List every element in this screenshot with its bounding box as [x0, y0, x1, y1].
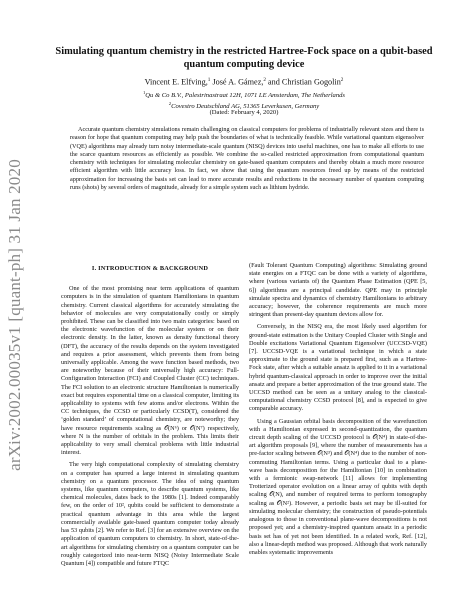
date-line: (Dated: February 4, 2020): [209, 109, 279, 116]
affiliation-mark: 1: [142, 90, 146, 95]
paper-title: Simulating quantum chemistry in the restricted Hartree-Fock space on a qubit-based quantum computing device: [55, 46, 433, 70]
body-paragraph: Conversely, in the NISQ era, the most likely used algorithm for ground-state estimation is the Unitary Coupled Cluster with Single and Double excitations Variational Quantum Eigensolver (UCCSD-VQE) [7]. UCCSD-VQE is a variational technique in which a state approximate to the ground state is prepared first, such as a Hartree-Fock state, after which a suitable ansatz is applied to it in a variational hybrid quantum-classical approach in order to improve over the initial ansatz and prepare a better approximation of the true ground state. The UCCSD method can be seen as a unitary analog to the classical-computational chemistry CCSD protocol [8], and is expected to give comparable accuracy.: [249, 323, 427, 413]
author-name: José A. Gámez,: [210, 77, 264, 87]
abstract: Accurate quantum chemistry simulations remain challenging on classical computers for problems of industrially relevant sizes and there is reason for hope that quantum computing may help push the boundaries of what is technically feasible. While variational quantum eigensolver (VQE) algorithms may already turn noisy intermediate-scale quantum (NISQ) devices into useful machines, one has to make all efforts to use the scarce quantum resources as efficiently as possible. We combine the so-called restricted approximation from computational quantum chemistry with techniques for simulating molecular chemistry on gate-based quantum computers and thereby obtain a much more resource efficient algorithm with little accuracy loss. In fact, we show that using the quantum resources freed up by means of the restricted approximation for increasing the basis set can lead to more accurate results and reductions in the necessary number of quantum computing runs (shots) by several orders of magnitude, already for a simple system such as lithium hydride.: [70, 126, 424, 191]
author-name: and Christian Gogolin: [265, 77, 341, 87]
left-column: [61, 265, 239, 572]
author-affiliation-mark: 2: [340, 77, 344, 83]
author-name: Vincent E. Elfving,: [144, 77, 208, 87]
body-paragraph: Using a Gaussian orbital basis decomposition of the wavefunction with a Hamiltonian expressed in second-quantization, the quantum circuit depth scaling of the UCCSD protocol is 𝒪(N⁴) in state-of-the-art algorithm proposals [9], where the number of measurements has a pre-factor scaling between 𝒪(N³) and 𝒪(N⁴) due to the number of non-commuting Hamiltonian terms. Using a particular dual to a plane-wave basis decomposition for the Hamiltonian [10] in combination with a fermionic swap-network [11] allows for implementing Trotterized operator evolution on a linear array of qubits with depth scaling 𝒪(N), and number of required terms to perform tomography scaling as 𝒪(N²). However, a periodic basis set may be ill-suited for simulating molecular chemistry; the construction of pseudo-potentials analogous to those in conventional plane-wave decompositions is not proposed yet; and a chemistry-inspired quantum ansatz in a periodic basis set has of yet not been identified. In a related work, Ref. [12], also a linear-depth method was proposed. Although that work naturally enables systematic improvements: [249, 417, 427, 556]
author-list: [52, 77, 436, 87]
body-paragraph: (Fault Tolerant Quantum Computing) algorithms: Simulating ground state energies on a FTQC can be done with a variety of algorithms, where (various variants of) the Quantum Phase Estimation (QPE [5, 6]) algorithms are a principal candidate. QPE may in principle simulate spectra and dynamics of chemistry Hamiltonians to arbitrary accuracy; however, the coherence requirements are much more stringent than present-day quantum devices allow for.: [249, 262, 427, 319]
arxiv-identifier-text: arXiv:2002.00035v1 [quant-ph] 31 Jan 2020: [5, 159, 25, 471]
author-affiliation-mark: 1: [207, 77, 211, 83]
section-heading: I. INTRODUCTION & BACKGROUND: [91, 265, 209, 272]
affiliation-line: [52, 89, 436, 100]
affiliation-mark: 2: [168, 101, 172, 107]
affiliation-text: Qu & Co B.V., Palestrinastraat 12H, 1071 LE Amsterdam, The Netherlands: [145, 92, 345, 100]
body-paragraph: The very high computational complexity of simulating chemistry on a computer has spurred a large interest in simulating quantum chemistry on a quantum processor. The idea of using quantum systems, like quantum computers, to describe quantum systems, like chemical molecules, dates back to the 1980s [1]. Indeed comparably few, on the order of 10², qubits could be sufficient to demonstrate a practical quantum advantage in this area while the largest commercially available gate-based quantum computer today already has 53 qubits [2]. We refer to Ref. [3] for an extensive overview on the application of quantum computers to chemistry. In short, state-of-the-art algorithms for simulating chemistry on a quantum computer can be roughly categorized into near-term NISQ (Noisy Intermediate Scale Quantum [4]) compatible and future FTQC: [61, 461, 239, 567]
affiliation-text: Covestro Deutschland AG, 51365 Leverkusen, Germany: [171, 103, 320, 111]
author-affiliation-mark: 2: [263, 77, 266, 83]
arxiv-identifier: [4, 150, 26, 480]
right-column: [249, 262, 427, 561]
body-paragraph: One of the most promising near term applications of quantum computers is in the simulation of quantum Hamiltonians in quantum chemistry. Current classical algorithms for accurately simulating the behavior of molecules are very computationally costly or simply prohibited. These can be classified into two main categories: based on the electronic wavefunction of the molecular system or on their electronic density. In the latter, known as density functional theory (DFT), the accuracy of the results depends on the system investigated and requires a prior assessment, which prevents them from being universally applicable. Among the wave function based methods, two are noteworthy because of their universally high accuracy: Full-Configuration Interaction (FCI) and Coupled Cluster (CC) techniques. The FCI solution to an electronic structure Hamiltonian is numerically exact but requires exponential time on a classical computer, limiting its applicability to systems with few atoms and/or electrons. Within the CC techniques, the CCSD or particularly CCSD(T), considered the ‘golden standard’ of computational chemistry, are noteworthy; they have resource requirements scaling as 𝒪(N⁶) or 𝒪(N⁷) respectively, where N is the number of orbitals in the problem. This limits their applicability to very small chemical problems with little industrial interest.: [61, 285, 239, 457]
